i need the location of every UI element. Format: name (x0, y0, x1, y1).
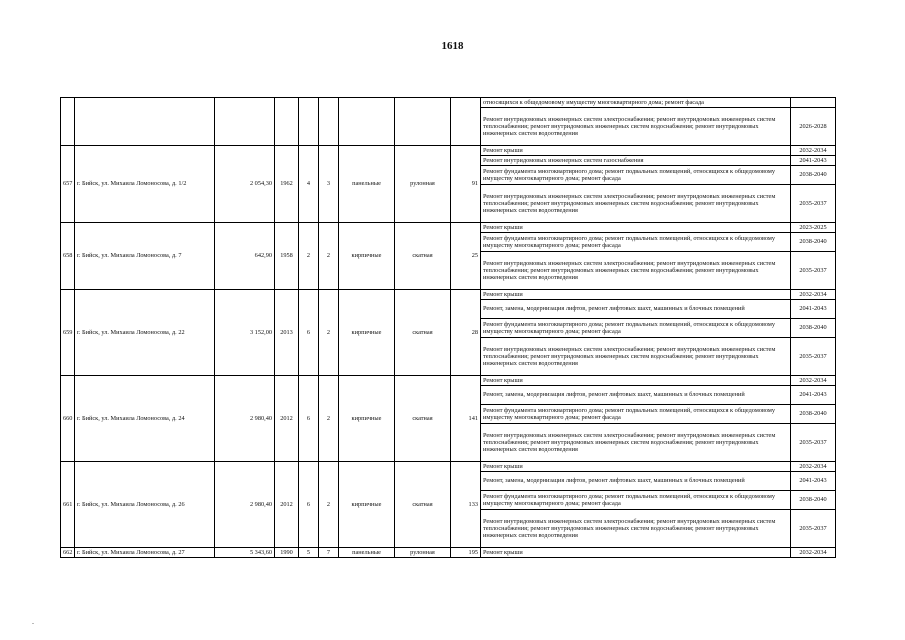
work-description: Ремонт фундамента многоквартирного дома; ремонт подвальных помещений, относящихся к общедомовому имуществу многоквартирного дома; ремонт фасада (481, 491, 791, 510)
empty-cell (299, 98, 319, 146)
work-description: Ремонт внутридомовых инженерных систем электроснабжения; ремонт внутридомовых инженерных систем теплоснабжения; ремонт внутридомовых инженерных систем водоснабжения; ремонт внутридомовых инженерных систем водоотведения (481, 424, 791, 462)
building-entrances: 2 (319, 376, 339, 462)
work-period: 2023-2025 (791, 223, 836, 233)
building-area: 642,90 (215, 223, 275, 290)
registry-table (60, 97, 836, 558)
building-entrances: 2 (319, 223, 339, 290)
work-description: Ремонт крыши (481, 290, 791, 300)
work-period: 2041-2043 (791, 300, 836, 319)
building-address: г. Бийск, ул. Михаила Ломоносова, д. 1/2 (75, 146, 215, 223)
work-period: 2038-2040 (791, 491, 836, 510)
building-area: 2 980,40 (215, 462, 275, 548)
work-description: Ремонт внутридомовых инженерных систем газоснабжения (481, 156, 791, 166)
building-roof: скатная (395, 462, 451, 548)
work-period: 2035-2037 (791, 252, 836, 290)
building-roof: скатная (395, 223, 451, 290)
work-period: 2032-2034 (791, 548, 836, 558)
page-number: 1618 (441, 40, 464, 52)
work-description: Ремонт внутридомовых инженерных систем электроснабжения; ремонт внутридомовых инженерных систем теплоснабжения; ремонт внутридомовых инженерных систем водоснабжения; ремонт внутридомовых инженерных систем водоотведения (481, 252, 791, 290)
empty-cell (451, 98, 481, 146)
work-description: Ремонт фундамента многоквартирного дома; ремонт подвальных помещений, относящихся к общедомовому имуществу многоквартирного дома; ремонт фасада (481, 405, 791, 424)
work-description: Ремонт, замена, модернизация лифтов, ремонт лифтовых шахт, машинных и блочных помещений (481, 386, 791, 405)
table-row (61, 290, 836, 300)
work-period: 2032-2034 (791, 146, 836, 156)
table-row (61, 146, 836, 156)
work-description: Ремонт крыши (481, 376, 791, 386)
building-walls: панельные (339, 146, 395, 223)
building-year: 1990 (275, 548, 299, 558)
building-address: г. Бийск, ул. Михаила Ломоносова, д. 22 (75, 290, 215, 376)
building-area: 2 980,40 (215, 376, 275, 462)
work-description: Ремонт внутридомовых инженерных систем электроснабжения; ремонт внутридомовых инженерных систем теплоснабжения; ремонт внутридомовых инженерных систем водоснабжения; ремонт внутридомовых инженерных систем водоотведения (481, 510, 791, 548)
work-period: 2035-2037 (791, 424, 836, 462)
work-description: Ремонт крыши (481, 462, 791, 472)
work-period: 2032-2034 (791, 376, 836, 386)
work-period: 2038-2040 (791, 319, 836, 338)
building-floors: 6 (299, 290, 319, 376)
work-description: Ремонт фундамента многоквартирного дома; ремонт подвальных помещений, относящихся к общедомовому имуществу многоквартирного дома; ремонт фасада (481, 319, 791, 338)
building-roof: скатная (395, 290, 451, 376)
building-roof: рулонная (395, 146, 451, 223)
building-floors: 5 (299, 548, 319, 558)
building-walls: кирпичные (339, 223, 395, 290)
work-description: Ремонт, замена, модернизация лифтов, ремонт лифтовых шахт, машинных и блочных помещений (481, 300, 791, 319)
building-address: г. Бийск, ул. Михаила Ломоносова, д. 7 (75, 223, 215, 290)
building-entrances: 3 (319, 146, 339, 223)
work-period: 2041-2043 (791, 156, 836, 166)
building-residents: 28 (451, 290, 481, 376)
registry-body (61, 98, 836, 558)
building-entrances: 2 (319, 290, 339, 376)
work-period: 2026-2028 (791, 108, 836, 146)
work-period: 2035-2037 (791, 185, 836, 223)
building-walls: кирпичные (339, 462, 395, 548)
empty-cell (395, 98, 451, 146)
building-address: г. Бийск, ул. Михаила Ломоносова, д. 27 (75, 548, 215, 558)
building-year: 2012 (275, 376, 299, 462)
work-period: 2038-2040 (791, 166, 836, 185)
empty-cell (319, 98, 339, 146)
work-period (791, 98, 836, 108)
empty-cell (339, 98, 395, 146)
work-description: Ремонт внутридомовых инженерных систем электроснабжения; ремонт внутридомовых инженерных систем теплоснабжения; ремонт внутридомовых инженерных систем водоснабжения; ремонт внутридомовых инженерных систем водоотведения (481, 338, 791, 376)
work-description: Ремонт фундамента многоквартирного дома; ремонт подвальных помещений, относящихся к общедомовому имуществу многоквартирного дома; ремонт фасада (481, 166, 791, 185)
work-description: Ремонт фундамента многоквартирного дома; ремонт подвальных помещений, относящихся к общедомовому имуществу многоквартирного дома; ремонт фасада (481, 233, 791, 252)
building-floors: 6 (299, 462, 319, 548)
building-number: 662 (61, 548, 75, 558)
empty-cell (75, 98, 215, 146)
building-residents: 25 (451, 223, 481, 290)
building-walls: кирпичные (339, 376, 395, 462)
work-description: относящихся к общедомовому имуществу многоквартирного дома; ремонт фасада (481, 98, 791, 108)
building-year: 2013 (275, 290, 299, 376)
work-period: 2035-2037 (791, 510, 836, 548)
building-year: 2012 (275, 462, 299, 548)
building-number: 659 (61, 290, 75, 376)
work-period: 2035-2037 (791, 338, 836, 376)
building-residents: 195 (451, 548, 481, 558)
building-walls: панельные (339, 548, 395, 558)
building-floors: 6 (299, 376, 319, 462)
work-period: 2041-2043 (791, 472, 836, 491)
building-floors: 2 (299, 223, 319, 290)
building-year: 1962 (275, 146, 299, 223)
empty-cell (61, 98, 75, 146)
work-description: Ремонт, замена, модернизация лифтов, ремонт лифтовых шахт, машинных и блочных помещений (481, 472, 791, 491)
building-area: 2 054,30 (215, 146, 275, 223)
work-description: Ремонт крыши (481, 223, 791, 233)
building-residents: 91 (451, 146, 481, 223)
building-address: г. Бийск, ул. Михаила Ломоносова, д. 24 (75, 376, 215, 462)
building-number: 658 (61, 223, 75, 290)
work-description: Ремонт крыши (481, 146, 791, 156)
building-year: 1958 (275, 223, 299, 290)
building-entrances: 7 (319, 548, 339, 558)
empty-cell (275, 98, 299, 146)
work-period: 2038-2040 (791, 233, 836, 252)
building-walls: кирпичные (339, 290, 395, 376)
table-row (61, 462, 836, 472)
table-row (61, 376, 836, 386)
work-period: 2041-2043 (791, 386, 836, 405)
continuation-row (61, 98, 836, 108)
building-roof: рулонная (395, 548, 451, 558)
building-area: 3 152,00 (215, 290, 275, 376)
table-row (61, 223, 836, 233)
empty-cell (215, 98, 275, 146)
work-description: Ремонт крыши (481, 548, 791, 558)
building-number: 661 (61, 462, 75, 548)
building-floors: 4 (299, 146, 319, 223)
work-period: 2032-2034 (791, 290, 836, 300)
work-period: 2032-2034 (791, 462, 836, 472)
work-period: 2038-2040 (791, 405, 836, 424)
building-entrances: 2 (319, 462, 339, 548)
building-number: 657 (61, 146, 75, 223)
corner-mark: - (32, 621, 34, 627)
building-residents: 133 (451, 462, 481, 548)
building-number: 660 (61, 376, 75, 462)
building-address: г. Бийск, ул. Михаила Ломоносова, д. 26 (75, 462, 215, 548)
work-description: Ремонт внутридомовых инженерных систем электроснабжения; ремонт внутридомовых инженерных систем теплоснабжения; ремонт внутридомовых инженерных систем водоснабжения; ремонт внутридомовых инженерных систем водоотведения (481, 185, 791, 223)
building-roof: скатная (395, 376, 451, 462)
building-residents: 141 (451, 376, 481, 462)
building-area: 5 343,60 (215, 548, 275, 558)
work-description: Ремонт внутридомовых инженерных систем электроснабжения; ремонт внутридомовых инженерных систем теплоснабжения; ремонт внутридомовых инженерных систем водоснабжения; ремонт внутридомовых инженерных систем водоотведения (481, 108, 791, 146)
table-row (61, 548, 836, 558)
